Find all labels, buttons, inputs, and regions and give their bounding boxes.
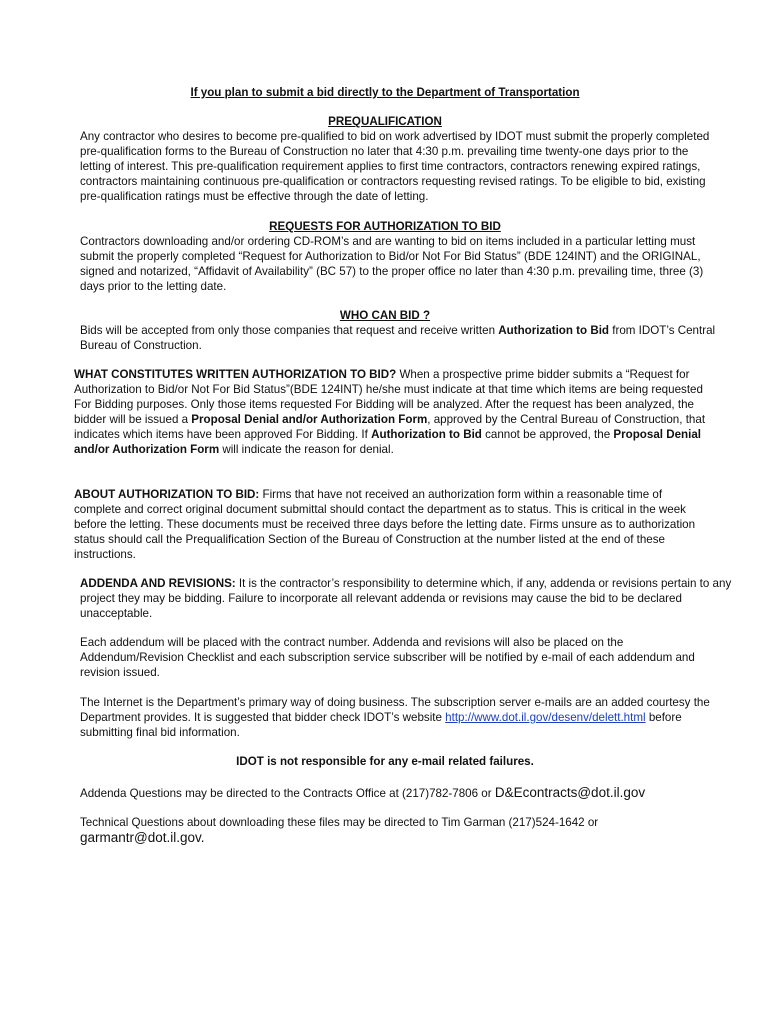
addenda-questions-text: Addenda Questions may be directed to the Contracts Office at (217)782-7806 or bbox=[80, 787, 495, 800]
addenda-lead: ADDENDA AND REVISIONS: bbox=[80, 577, 236, 590]
what-b1: Proposal Denial and/or Authorization Form bbox=[191, 413, 428, 426]
addenda-questions bbox=[80, 785, 720, 801]
internet-after: before submitting final bid information. bbox=[80, 711, 682, 739]
prequalification-text: Any contractor who desires to become pre-qualified to bid on work advertised by IDOT must submit the properly completed pre-qualification forms to the Bureau of Construction no later that 4:30 p.m. prevailing time twenty-one days prior to the letting of interest. This pre-qualification requirement applies to first time contractors, contractors renewing expired ratings, contractors maintaining continuous pre-qualification or contractors requesting revised ratings. To be eligible to bid, existing pre-qualification ratings must be effective through the date of letting. bbox=[80, 130, 710, 203]
what-constitutes-paragraph bbox=[74, 367, 710, 457]
what-b3: Proposal Denial and/or Authorization Form bbox=[74, 428, 701, 456]
about-text: Firms that have not received an authorization form within a reasonable time of complete and correct original document submittal should contact the department as to status. This is critical in the week before the letting. These documents must be received three days before the letting date. Firms unsure as to authorization status should call the Prequalification Section of the Bureau of Construction at the number listed at the end of these instructions. bbox=[74, 488, 696, 561]
technical-questions-text: Technical Questions about downloading these files may be directed to Tim Garman (217)524-1642 or bbox=[80, 816, 599, 829]
addenda-paragraph bbox=[80, 576, 738, 621]
what-t1: When a prospective prime bidder submits a “Request for Authorization to Bid/or Not For Bid Status”(BDE 124INT) he/she must indicate at that time which items are being requested For Bidding purposes. Only those items requested For Bidding will be analyzed. After the request has been analyzed, the bidder will be issued a bbox=[74, 368, 703, 426]
idot-website-link[interactable]: http://www.dot.il.gov/desenv/delett.html bbox=[445, 711, 646, 724]
requests-title: REQUESTS FOR AUTHORIZATION TO BID bbox=[269, 220, 501, 233]
what-t3: cannot be approved, the bbox=[481, 428, 614, 441]
internet-paragraph bbox=[80, 695, 710, 740]
who-text-b: from IDOT’s Central Bureau of Construction. bbox=[80, 324, 716, 352]
addenda-text: It is the contractor’s responsibility to determine which, if any, addenda or revisions pertain to any project they may be bidding. Failure to incorporate all relevant addenda or revisions may cause the bid to be declared unacceptable. bbox=[80, 577, 732, 620]
contracts-email: D&Econtracts@dot.il.gov bbox=[494, 785, 646, 800]
who-bold: Authorization to Bid bbox=[498, 324, 610, 337]
what-b2: Authorization to Bid bbox=[371, 428, 482, 441]
page-heading: If you plan to submit a bid directly to the Department of Transportation bbox=[190, 86, 580, 99]
internet-text: The Internet is the Department’s primary way of doing business. The subscription server e-mails are an added courtesy the Department provides. It is suggested that bidder check IDOT’s website bbox=[80, 696, 710, 724]
what-lead: WHAT CONSTITUTES WRITTEN AUTHORIZATION TO BID? bbox=[74, 368, 397, 381]
about-lead: ABOUT AUTHORIZATION TO BID: bbox=[74, 488, 260, 501]
about-authorization-paragraph bbox=[74, 487, 710, 562]
who-text-a: Bids will be accepted from only those companies that request and receive written bbox=[80, 324, 499, 337]
who-can-bid-title: WHO CAN BID ? bbox=[339, 309, 431, 322]
what-t4: will indicate the reason for denial. bbox=[219, 443, 394, 456]
garman-email: garmantr@dot.il.gov. bbox=[80, 830, 205, 845]
requests-text: Contractors downloading and/or ordering CD-ROM’s and are wanting to bid on items included in a particular letting must submit the properly completed “Request for Authorization to Bid/or Not For Bid Status” (BDE 124INT) and the ORIGINAL, signed and notarized, “Affidavit of Availability” (BC 57) to the proper office no later than 4:30 p.m. prevailing time, three (3) days prior to the letting date. bbox=[80, 235, 704, 293]
who-can-bid-text bbox=[80, 323, 720, 353]
each-addendum-paragraph: Each addendum will be placed with the contract number. Addenda and revisions will also be placed on the Addendum/Revision Checklist and each subscription service subscriber will be notified by e-mail of each addendum and revision issued. bbox=[80, 636, 695, 679]
what-t2: , approved by the Central Bureau of Construction, that indicates which items have been approved For Bidding. If bbox=[74, 413, 706, 441]
prequalification-title: PREQUALIFICATION bbox=[328, 115, 442, 128]
email-failure-notice: IDOT is not responsible for any e-mail related failures. bbox=[236, 755, 534, 768]
technical-questions bbox=[80, 815, 680, 846]
